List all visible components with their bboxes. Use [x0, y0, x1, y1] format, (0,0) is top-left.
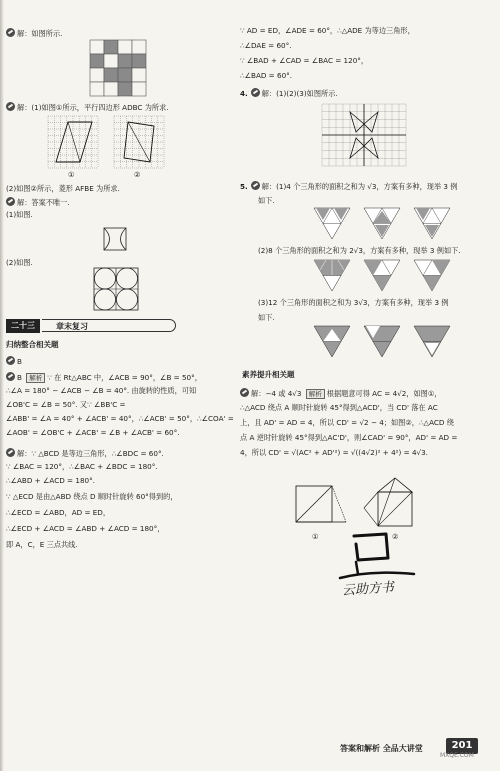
answer-line: 5. 解：(1)4 个三角形的面积之和为 √3，方案有多种，现举 3 例	[240, 182, 458, 191]
rotation-figure-2	[364, 478, 426, 530]
answer-line: 4. 解：(1)(2)(3)如图所示.	[240, 89, 338, 98]
circle-pattern-figure	[94, 268, 138, 310]
pencil-icon	[6, 102, 15, 111]
answer-line: ∵ ∠BAD + ∠CAD = ∠BAC = 120°，	[240, 56, 369, 65]
answer-line: ∵ △ECD 是由△ABD 绕点 D 顺时针旋转 60°得到的，	[6, 492, 178, 501]
section-title: 章末复习	[42, 319, 176, 332]
arc-square-figure	[104, 228, 126, 250]
footer-text: 答案和解析 全品大讲堂	[340, 744, 423, 753]
page-number: 201	[446, 738, 478, 754]
answer-line: B 解析 ∵ 在 Rt△ABC 中，∠ACB = 90°，∠B = 50°，	[6, 372, 202, 383]
rotation-figure-1	[290, 482, 350, 530]
subsection-heading: 素养提升相关题	[242, 370, 295, 379]
answer-line: 4，所以 CD' = √(AC² + AD'²) = √((4√2)² + 4²) = 4√3.	[240, 448, 428, 457]
grid-coloring-figure	[90, 40, 146, 96]
answer-line: 解：∵ △BCD 是等边三角形，∴∠BDC = 60°.	[6, 448, 164, 458]
analysis-tag: 解析	[26, 373, 45, 383]
figure-label: ①	[68, 170, 75, 179]
triangle-pattern-row-2	[314, 260, 454, 292]
chapter-review-header	[6, 319, 176, 333]
answer-line: 解：(1)如图①所示，平行四边形 ADBC 为所求.	[6, 102, 169, 112]
answer-line: ∴∠BAD = 60°.	[240, 71, 293, 80]
handwriting-text: 云助方书	[341, 580, 395, 599]
rhombus-grid-2	[114, 116, 164, 168]
answer-line: ∴∠A = 180° − ∠ACB − ∠B = 40°. 由旋转的性质，可知	[6, 386, 197, 395]
pencil-icon	[251, 181, 260, 190]
pencil-icon	[251, 88, 260, 97]
rotation-coordinate-figure	[322, 104, 406, 166]
figure-label: ②	[134, 170, 141, 179]
analysis-tag: 解析	[306, 389, 325, 399]
answer-line: (1)如图.	[6, 210, 33, 219]
pencil-icon	[6, 372, 15, 381]
answer-line: 解：−4 或 4√3 解析 根据题意可得 AC = 4√2，如图①，	[240, 388, 442, 399]
answer-line: ∠ABB' = ∠A = 40° + ∠ACB' = 40°，∴∠ACB' = 50°，∴∠COA' =	[6, 414, 234, 423]
answer-line: 如下.	[258, 196, 275, 205]
pencil-icon	[6, 197, 15, 206]
answer-line: B	[6, 356, 22, 366]
answer-line: 上，且 AD' = AD = 4，所以 CD' = √2 − 4；如图②，∴△ACD 绕	[240, 418, 454, 427]
pencil-icon	[6, 28, 15, 37]
answer-line: 即 A，C，E 三点共线.	[6, 540, 78, 549]
answer-line: ∴∠DAE = 60°.	[240, 41, 292, 50]
answer-line: ∴∠ECD = ∠ABD，AD = ED，	[6, 508, 111, 517]
pencil-icon	[6, 356, 15, 365]
figure-label: ②	[392, 532, 399, 541]
answer-line: ∠OB'C = ∠B = 50°. 又∵ ∠BB'C =	[6, 400, 126, 409]
answer-line: ∴∠ABD + ∠ACD = 180°.	[6, 476, 95, 485]
watermark: MXQE.COM	[440, 752, 474, 759]
answer-line: ∠AOB' = ∠OB'C + ∠ACB' = ∠B + ∠ACB' = 60°.	[6, 428, 180, 437]
answer-line: (2)如图.	[6, 258, 33, 267]
triangle-pattern-row-3	[314, 326, 454, 358]
answer-line: 如下.	[258, 313, 275, 322]
triangle-pattern-row-1	[314, 208, 454, 240]
answer-line: ∵ AD = ED，∠ADE = 60°，∴△ADE 为等边三角形，	[240, 26, 415, 35]
section-number: 二十三	[6, 319, 40, 333]
answer-line: (2)如图②所示，菱形 AFBE 为所求.	[6, 184, 120, 193]
figure-label: ①	[312, 532, 319, 541]
pencil-icon	[6, 448, 15, 457]
answer-line: 解：如图所示.	[6, 28, 62, 38]
subsection-heading: 归纳整合相关题	[6, 340, 59, 349]
answer-line: (3)12 个三角形的面积之和为 3√3，方案有多种，现举 3 例	[258, 298, 449, 307]
answer-line: (2)8 个三角形的面积之和为 2√3，方案有多种，现举 3 例如下.	[258, 246, 461, 255]
book-spine-shadow	[0, 0, 4, 771]
answer-line: 解：答案不唯一.	[6, 197, 70, 207]
answer-line: ∵ ∠BAC = 120°，∴∠BAC + ∠BDC = 180°.	[6, 462, 158, 471]
answer-line: ∴∠ECD + ∠ACD = ∠ABD + ∠ACD = 180°，	[6, 524, 165, 533]
parallelogram-grid-1	[48, 116, 98, 168]
pencil-icon	[240, 388, 249, 397]
answer-line: 点 A 逆时针旋转 45°得到△AC'D'，则∠CAD' = 90°，AD' = AD =	[240, 433, 458, 442]
answer-line: ∴△ACD 绕点 A 顺时针旋转 45°得到△ACD'，当 CD' 落在 AC	[240, 403, 438, 412]
